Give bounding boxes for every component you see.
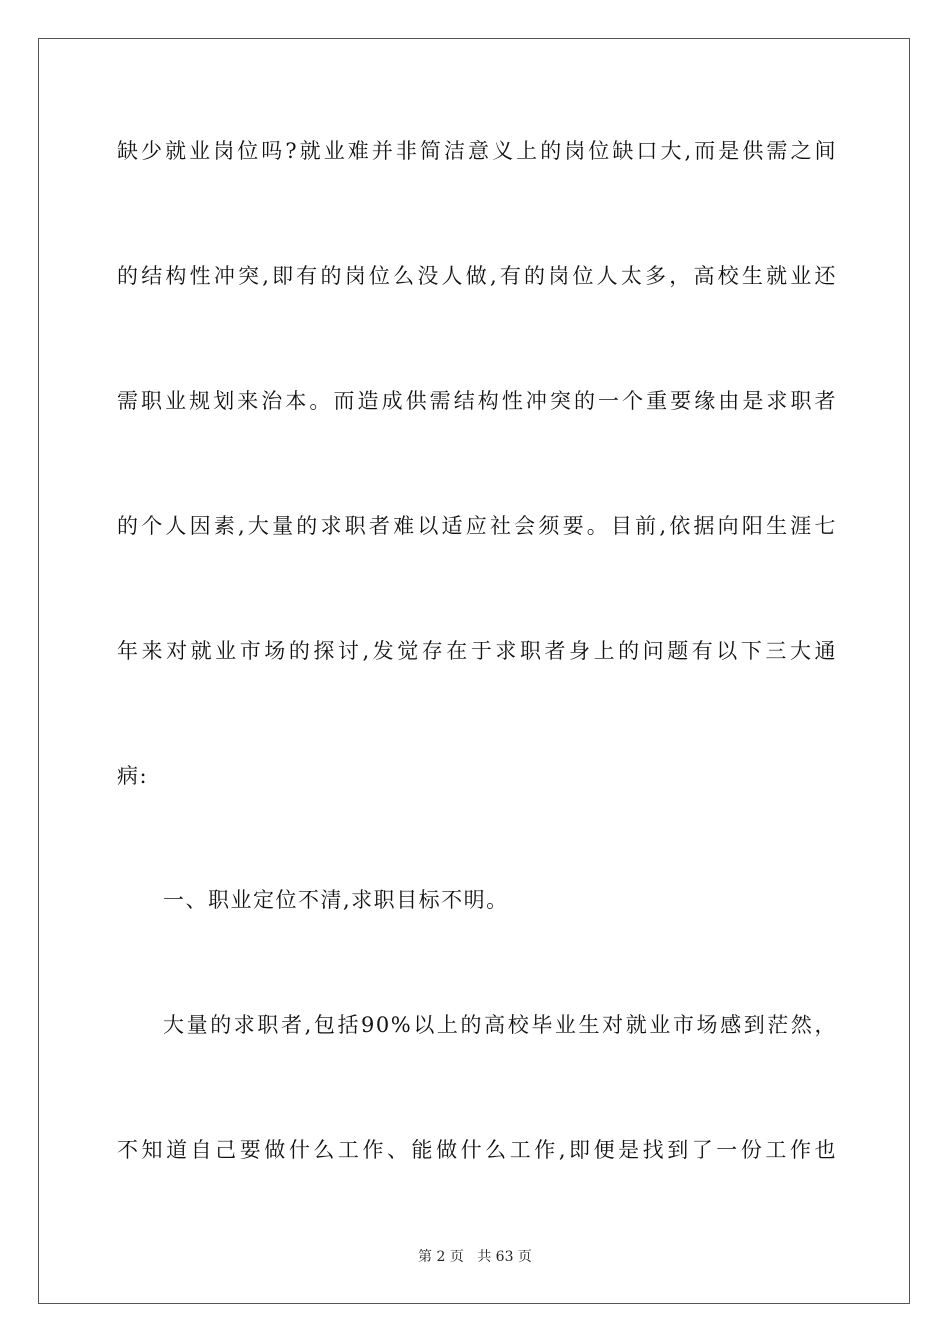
paragraph-line-4: 的个人因素,大量的求职者难以适应社会须要。目前,依据向阳生涯七 xyxy=(117,514,837,538)
paragraph-line-5: 年来对就业市场的探讨,发觉存在于求职者身上的问题有以下三大通 xyxy=(117,639,837,663)
page-footer xyxy=(0,1248,950,1266)
paragraph-line-7: 大量的求职者,包括90%以上的高校毕业生对就业市场感到茫然， xyxy=(163,1013,837,1037)
page-number: 第 2 页 xyxy=(418,1249,464,1265)
paragraph-line-8: 不知道自己要做什么工作、能做什么工作,即便是找到了一份工作也 xyxy=(117,1138,837,1162)
total-pages: 共 63 页 xyxy=(477,1249,532,1265)
paragraph-line-3: 需职业规划来治本。而造成供需结构性冲突的一个重要缘由是求职者 xyxy=(117,389,837,413)
paragraph-line-6: 病: xyxy=(117,764,149,788)
section-heading: 一、职业定位不清,求职目标不明。 xyxy=(163,888,509,912)
paragraph-line-1: 缺少就业岗位吗?就业难并非简洁意义上的岗位缺口大,而是供需之间 xyxy=(117,139,837,163)
paragraph-line-2: 的结构性冲突,即有的岗位么没人做,有的岗位人太多，高校生就业还 xyxy=(117,264,837,288)
page-border xyxy=(38,38,910,1304)
